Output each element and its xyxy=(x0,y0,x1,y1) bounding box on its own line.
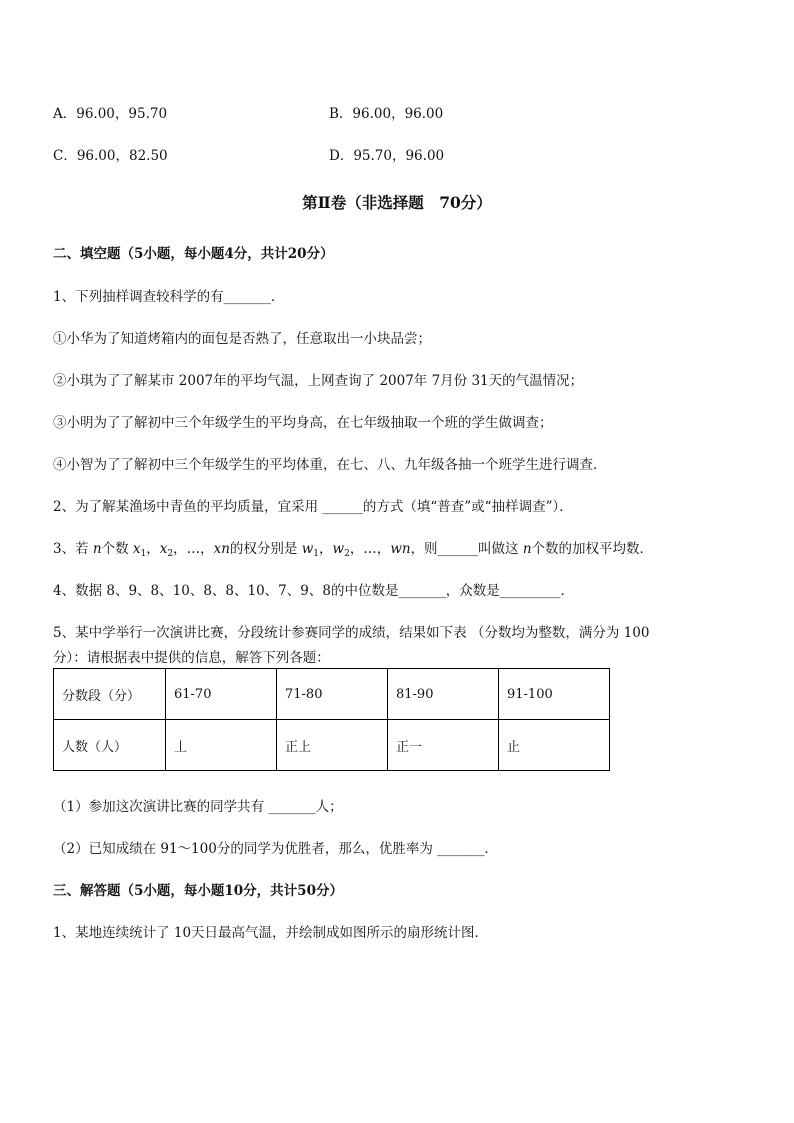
table-cell: 正一 xyxy=(388,720,499,771)
q4-text: 4、数据 8、9、8、10、8、8、10、7、9、8的中位数是_______，众数是_________． xyxy=(53,583,574,599)
option-b: B．96.00，96.00 xyxy=(329,106,444,122)
part-title: 第Ⅱ卷（非选择题 70分） xyxy=(302,193,492,212)
q5-stem-line1: 5、某中学举行一次演讲比赛，分段统计参赛同学的成绩，结果如下表 （分数均为整数，满分为 100 xyxy=(53,625,650,641)
table-cell: 81-90 xyxy=(388,669,499,720)
table-cell: 分数段（分） xyxy=(54,669,166,720)
q1-stem: 1、下列抽样调查较科学的有_______． xyxy=(53,289,285,305)
q1-item-1: ①小华为了知道烤箱内的面包是否熟了，任意取出一小块品尝； xyxy=(53,331,431,347)
q5-sub2: （2）已知成绩在 91～100分的同学为优胜者，那么，优胜率为 _______． xyxy=(53,841,498,857)
q1-item-2: ②小琪为了了解某市 2007年的平均气温，上网查询了 2007年 7月份 31天的气温情况； xyxy=(53,373,584,389)
option-c: C．96.00，82.50 xyxy=(53,148,168,164)
table-row xyxy=(54,720,610,771)
option-d: D．95.70，96.00 xyxy=(329,148,445,164)
table-cell: 71-80 xyxy=(277,669,388,720)
q5-stem-line2: 分）：请根据表中提供的信息，解答下列各题： xyxy=(53,650,330,666)
table-row xyxy=(54,669,610,720)
table-cell: 61-70 xyxy=(166,669,277,720)
option-a: A．96.00，95.70 xyxy=(53,106,168,122)
q5-sub1: （1）参加这次演讲比赛的同学共有 _______人； xyxy=(53,799,343,815)
table-cell: 丄 xyxy=(166,720,277,771)
table-cell: 91-100 xyxy=(499,669,610,720)
table-cell: 正上 xyxy=(277,720,388,771)
score-table xyxy=(53,668,610,771)
q1-item-3: ③小明为了了解初中三个年级学生的平均身高，在七年级抽取一个班的学生做调查； xyxy=(53,415,553,431)
table-cell: 人数（人） xyxy=(54,720,166,771)
s3-q1-text: 1、某地连续统计了 10天日最高气温，并绘制成如图所示的扇形统计图． xyxy=(53,925,489,941)
section3-heading: 三、解答题（5小题，每小题10分，共计50分） xyxy=(53,883,343,899)
q1-item-4: ④小智为了了解初中三个年级学生的平均体重，在七、八、九年级各抽一个班学生进行调查． xyxy=(53,457,607,473)
q3-text: 3、若 n个数 $x_1$，$x_2$，…，xn的权分别是 $w_1$，$w_2$，…，wn，则______叫做这 n个数的加权平均数． xyxy=(53,541,654,559)
table-cell: 止 xyxy=(499,720,610,771)
q2-text: 2、为了解某渔场中青鱼的平均质量，宜采用 ______的方式（填“普查”或“抽样调查”）． xyxy=(53,499,573,515)
section2-heading: 二、填空题（5小题，每小题4分，共计20分） xyxy=(53,246,334,262)
